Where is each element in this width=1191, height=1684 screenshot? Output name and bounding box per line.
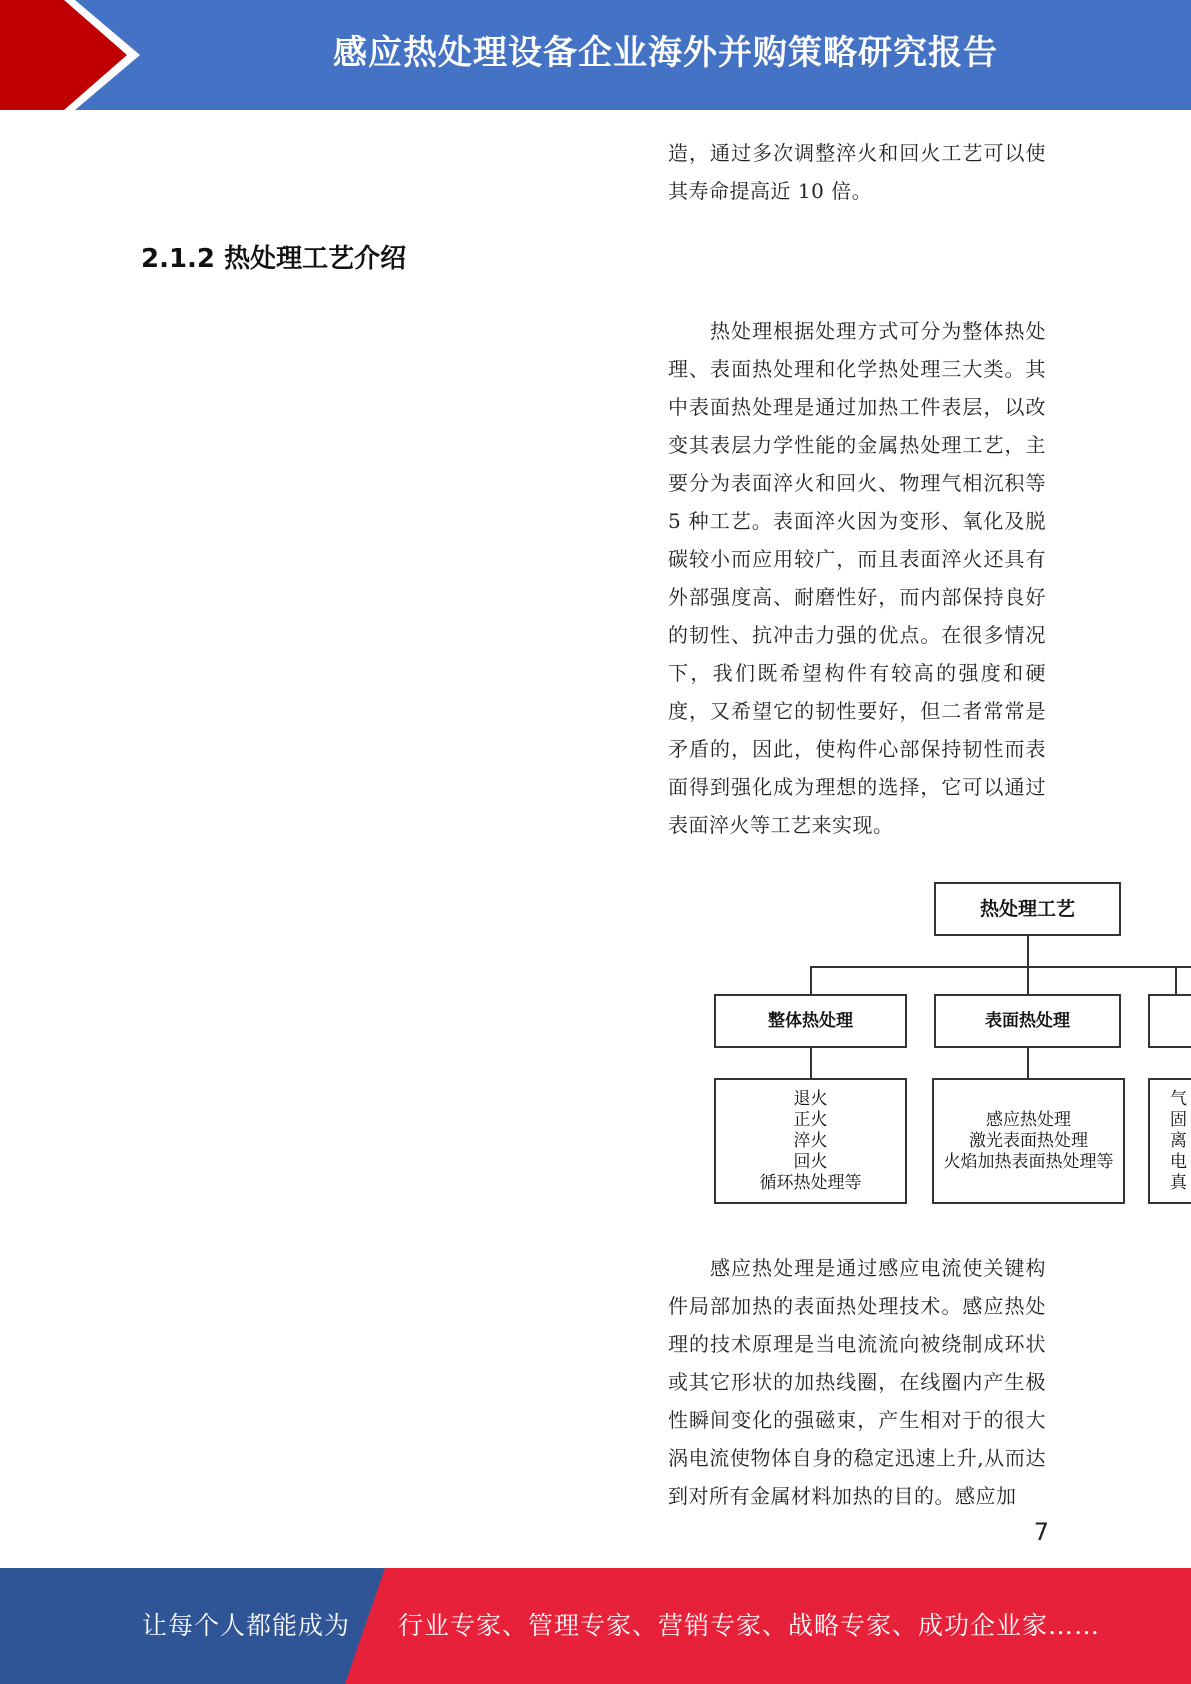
connector-line (1027, 1048, 1029, 1078)
heat-treatment-process-diagram (700, 868, 1191, 1220)
category-box-surface (934, 994, 1121, 1048)
items-list: 感应热处理 激光表面热处理 火焰加热表面热处理等 (943, 1109, 1114, 1172)
items-box-whole (714, 1078, 907, 1204)
connector-line (810, 966, 812, 994)
category-box-whole (714, 994, 907, 1048)
report-title: 感应热处理设备企业海外并购策略研究报告 (333, 33, 998, 73)
header-arrow-icon (0, 0, 160, 110)
diagram-root-box (934, 882, 1121, 936)
page-number: 7 (1033, 1518, 1049, 1546)
connector-line (810, 966, 1191, 968)
connector-line (1175, 966, 1177, 994)
connector-line (810, 1048, 812, 1078)
paragraph-continuation: 造，通过多次调整淬火和回火工艺可以使其寿命提高近 10 倍。 (668, 141, 1046, 203)
category-box-chemical (1148, 994, 1191, 1048)
category-label: 表面热处理 (985, 1010, 1070, 1031)
footer-slogan-right: 行业专家、管理专家、营销专家、战略专家、成功企业家…… (398, 1611, 1101, 1640)
header-bar (0, 0, 1191, 110)
footer-bar (0, 1568, 1191, 1684)
items-box-surface (932, 1078, 1125, 1204)
items-box-chemical (1148, 1078, 1191, 1204)
paragraph-heat-treatment-types: 热处理根据处理方式可分为整体热处理、表面热处理和化学热处理三大类。其中表面热处理是通过加热工件表层，以改变其表层力学性能的金属热处理工艺，主要分为表面淬火和回火、物理气相沉积等 5 种工艺。表面淬火因为变形、氧化及脱碳较小而应用较广，而且表面淬火还具有外部强度高、耐磨性好，而内部保持良好的韧性、抗冲击力强的优点。在很多情况下，我们既希望构件有较高的强度和硬度，又希望它的韧性要好，但二者常常是矛盾的，因此，使构件心部保持韧性而表面得到强化成为理想的选择，它可以通过表面淬火等工艺来实现。 (668, 319, 1046, 837)
items-list: 退火 正火 淬火 回火 循环热处理等 (759, 1088, 862, 1193)
section-heading: 2.1.2 热处理工艺介绍 (141, 244, 407, 274)
diagram-root-label: 热处理工艺 (979, 897, 1075, 920)
category-label: 整体热处理 (768, 1010, 853, 1031)
footer-slogan-left: 让每个人都能成为 (142, 1611, 351, 1640)
items-list: 气 固 离 电 真 (1170, 1088, 1187, 1193)
paragraph-induction-heat-treatment: 感应热处理是通过感应电流使关键构件局部加热的表面热处理技术。感应热处理的技术原理是当电流流向被绕制成环状或其它形状的加热线圈，在线圈内产生极性瞬间变化的强磁束，产生相对于的很大涡电流使物体自身的稳定迅速上升,从而达到对所有金属材料加热的目的。感应加 (668, 1256, 1046, 1508)
